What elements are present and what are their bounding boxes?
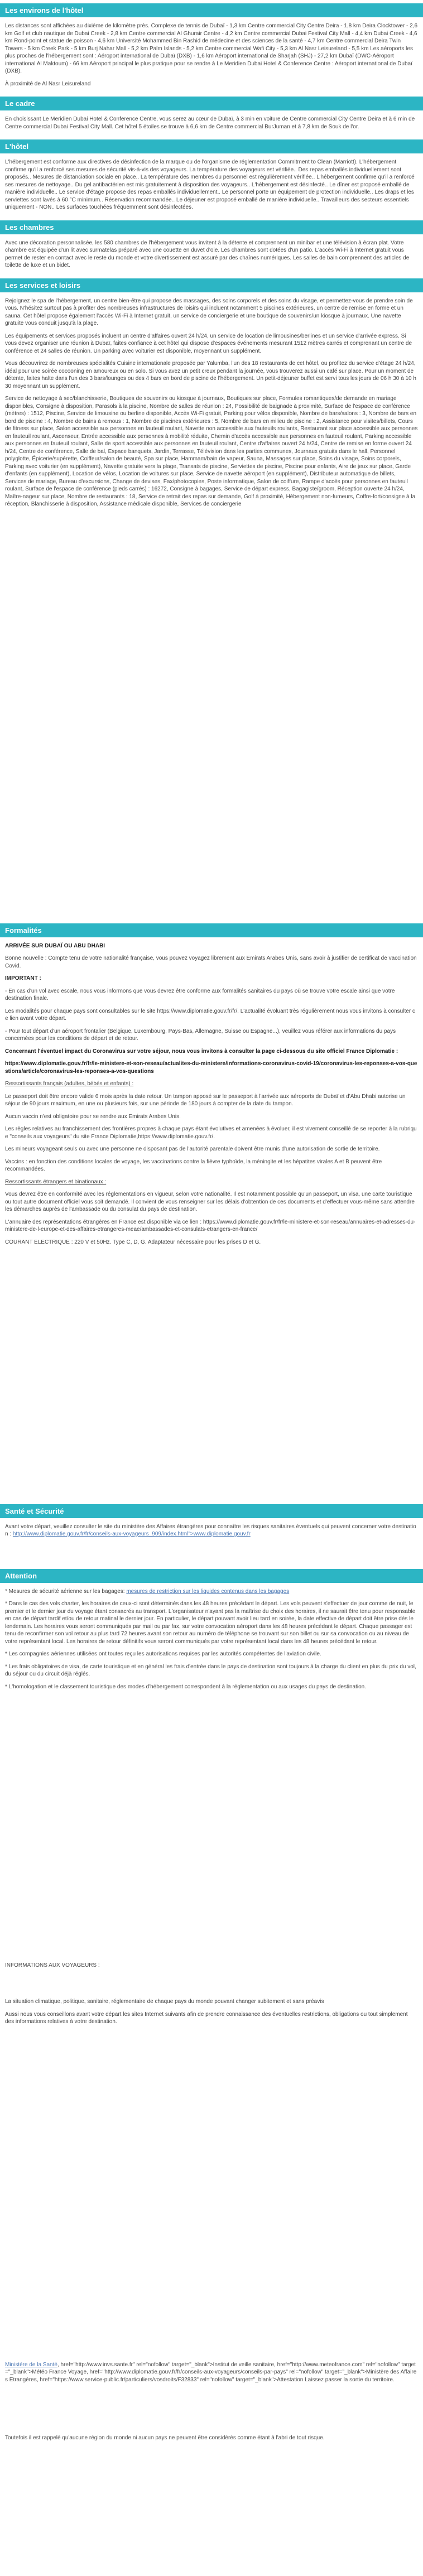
services-business-text: Les équipements et services proposés incluent un centre d'affaires ouvert 24 h/24, un service de location de limousines/berlines et un service d'arrivée express. Si vous devez organiser une réunion à Dubaï, faites confiance à cet hôtel qui dispose d'espaces événements mesurant 1512 mètres carrés et comprenant un centre de conférence et 24 salles de réunion. Un parking avec voiturier est disponible, moyennant un supplément.: [5, 333, 412, 354]
health-advice-paragraph: [0, 1523, 423, 1538]
section-title-setting: Le cadre: [0, 97, 423, 110]
section-traveler-info: [0, 1962, 423, 2442]
ministere-sante-link[interactable]: Ministère de la Santé: [5, 2361, 57, 2368]
french-citizens-heading: Ressortissants français (adultes, bébés et enfants) :: [5, 1081, 134, 1087]
covid-notice-text: Concernant l'éventuel impact du Coronavirus sur votre séjour, nous vous invitons à consulter la page ci-dessous du site officiel France Diplomatie :: [5, 1048, 398, 1055]
section-title-hotel: L'hôtel: [0, 139, 423, 153]
section-services: [0, 278, 423, 914]
rooms-text: Avec une décoration personnalisée, les 580 chambres de l'hébergement vous invitent à la détente et comprennent un minibar et une télévision à écran plat. Votre chambre est équipée d'un lit avec surmatelas préparé avec une couette en duvet d'oie. Les chambres sont dotées d'un patio. L'accès Wi-Fi à Internet gratuit vous permet de rester en contact avec le reste du monde et votre divertissement est assuré par des chaînes numériques. Les salles de bain comprennent des articles de toilette de luxe et un bidet.: [5, 239, 410, 268]
services-spa-text: Rejoignez le spa de l'hébergement, un centre bien-être qui propose des massages, des soins corporels et des soins du visage, et permettez-vous de prendre soin de vous. N'hésitez surtout pas à profiter des nombreuses infrastructures de loisirs qui incluent notamment 5 piscines extérieures, un centre de remise en forme et un sauna. Cet hôtel propose également l'accès Wi-Fi à Internet gratuit, un service de conciergerie et une boutique de souvenirs/un kiosque à journaux. Une navette gratuite vous conduit jusqu'à la plage.: [5, 297, 413, 326]
useful-links-line: [0, 2361, 423, 2384]
attention-item-baggage: [0, 1588, 423, 1596]
setting-text: En choisissant Le Meridien Dubai Hotel & Conference Centre, vous serez au cœur de Dubaï, à 3 min en voiture de Centre commercial City Centre Deira et à 6 min de Centre commercial Dubai Festival City Mall. Cet hôtel 5 étoiles se trouve à 6,6 km de Centre commercial BurJuman et à 7,8 km de Souk de l'or.: [5, 116, 415, 130]
section-health: [0, 1504, 423, 1560]
diplomatie-advice-link[interactable]: http://www.diplomatie.gouv.fr/fr/conseils-aux-voyageurs_909/index.html">www.diplomatie.gouv.fr: [12, 1531, 251, 1537]
arrival-heading: ARRIVÉE SUR DUBAÏ OU ABU DHABI: [5, 942, 105, 949]
attention-item-visa-fees: * Les frais obligatoires de visa, de carte touristique et en général les frais d'entrée dans le pays de destination sont toujours à la charge du client en plus du prix du vol, du séjour ou du circuit déjà réglés.: [5, 1663, 416, 1677]
services-dining-text: Vous découvrirez de nombreuses spécialités Cuisine internationale proposée par Yalumba, l'un des 18 restaurants de cet hôtel, ou profitez du service d'étage 24 h/24, idéal pour une soirée cocooning en amoureux ou en solo. Si vous avez un petit creux pendant la journée, vous trouverez aussi un café sur place. Pour un moment de détente, faites halte dans l'un des 3 bars/lounges ou des 4 bars en bord de piscine de l'hébergement. Un petit-déjeuner buffet est servi tous les jours de 06 h 30 à 10 h 30 moyennant un supplément.: [5, 360, 416, 389]
foreign-rules-text: Vous devrez être en conformité avec les réglementations en vigueur, selon votre nationalité. Il est notamment possible qu'un passeport, un visa, une carte touristique ou tout autre document officiel vous soit demandé. Il convient de vous renseigner sur les délais d'obtention de ces documents et d'effectuer vous-même sans attendre les démarches auprès de l'ambassade ou du consulat du pays de destination.: [5, 1191, 415, 1212]
attention-item-airlines: * Les compagnies aériennes utilisées ont toutes reçu les autorisations requises par les autorités compétentes de l'aviation civile.: [5, 1651, 321, 1657]
section-surroundings: [0, 3, 423, 88]
covid-info-link[interactable]: https://www.diplomatie.gouv.fr/fr/le-ministere-et-son-reseau/actualites-du-ministere/informations-coronavirus-covid-19/coronavirus-les-reponses-a-vos-questions/article/coronavirus-les-reponses-a-vos-questions: [5, 1061, 417, 1075]
section-hotel: [0, 139, 423, 211]
traveler-info-situation-text: La situation climatique, politique, sanitaire, réglementaire de chaque pays du monde pouvant changer subitement et sans préavis: [5, 1999, 324, 2005]
border-rules-text: Les règles relatives au franchissement des frontières propres à chaque pays étant évolutives et amenées à évoluer, il est vivement conseillé de se reporter à la rubrique "conseils aux voyageurs" du site France Diplomatie,https://www.diplomatie.gouv.fr/.: [5, 1126, 417, 1140]
health-advice-text: Avant votre départ, veuillez consulter le site du ministère des Affaires étrangères pour connaître les risques sanitaires éventuels qui peuvent concerner votre destination :: [5, 1523, 416, 1537]
traveler-info-advice-text: Aussi nous vous conseillons avant votre départ les sites Internet suivants afin de prendre connaissance des éventuelles restrictions, obligations ou tout simplement des informations relatives à votre destination.: [5, 2011, 408, 2025]
foreign-citizens-heading: Ressortissants étrangers et binationaux :: [5, 1178, 107, 1185]
important-item-2: Les modalités pour chaque pays sont consultables sur le site https://www.diplomatie.gouv.fr/fr/. L'actualité évoluant très régulièrement nous vous invitons à consulter ce lien avant votre départ.: [5, 1008, 415, 1022]
section-title-formalities: Formalités: [0, 923, 423, 937]
spacer: [0, 2384, 423, 2429]
surroundings-distances-text: Les distances sont affichées au dixième de kilomètre près. Complexe de tennis de Dubaï - 1,3 km Centre commercial City Centre Deira - 1,8 km Deira Clocktower - 2,6 km Golf et club nautique de Dubai Creek - 2,8 km Centre commercial Al Ghurair Centre - 4,2 km Centre commercial Dubai Festival City Mall - 4,4 km Dubai Creek - 4,6 km Rond-point et statue de poisson - 4,6 km Université Mohammed Bin Rashid de médecine et des sciences de la santé - 4,7 km Centre commercial Deira Twin Towers - 5 km Creek Park - 5 km Burj Nahar Mall - 5,2 km Palm Islands - 5,2 km Centre commercial Wafi City - 5,3 km Al Nasr Leisureland - 5,5 km Les aéroports les plus proches de l'hébergement sont : Aéroport international de Dubaï (DXB) - 1,6 km Aéroport international de Sharjah (SHJ) - 27,2 km Dubaï (DWC-Aéroport international Al Maktoum) - 66 km Aéroport principal le plus pratique pour se rendre à Le Meridien Dubai Hotel & Conference Centre : Aéroport international de Dubaï (DXB).: [5, 23, 418, 74]
services-amenity-list: Service de nettoyage à sec/blanchisserie, Boutiques de souvenirs ou kiosque à journaux, Boutiques sur place, Formules romantiques/de demande en mariage disponibles, Consigne à disposition, Parasols à la piscine, Nombre de salles de réunion : 24, Possibilité de baignade à proximité, Surface de l'espace de conférence (mètres) : 1512, Piscine, Service de limousine ou berline disponible, Accès Wi-Fi gratuit, Parking pour vélos disponible, Nombre de bars/salons : 3, Nombre de bars en bord de piscine : 4, Nombre de bains à remous : 1, Nombre de piscines extérieures : 5, Nombre de bars en milieu de piscine : 2, Assistance pour visites/billets, Cours de fitness sur place, Salon accessible aux personnes en fauteuil roulant, Navette non accessible aux fauteuils roulants, Restaurant sur place accessible aux personnes en fauteuil roulant, Ascenseur, Entrée accessible aux personnes à mobilité réduite, Chemin d'accès accessible aux personnes en fauteuil roulant, Parking accessible aux personnes en fauteuil roulant, Salle de sport accessible aux personnes en fauteuil roulant, Centre d'affaires ouvert 24 h/24, Centre de remise en forme ouvert 24 h/24, Centre de conférence, Salle de bal, Espace banquets, Jardin, Terrasse, Télévision dans les parties communes, Journaux gratuits dans le hall, Personnel polyglotte, Épicerie/supérette, Coiffeur/salon de beauté, Spa sur place, Hammam/bain de vapeur, Sauna, Massages sur place, Soins du visage, Soins corporels, Parking avec voiturier (en supplément), Navette gratuite vers la plage, Transats de piscine, Serviettes de piscine, Piscine pour enfants, Aire de jeux sur place, Garde d'enfants (en supplément), Location de vélos, Location de voitures sur place, Service de navette aéroport (en supplément), Distributeur automatique de billets, Services de mariage, Bureau d'excursions, Change de devises, Fax/photocopies, Poste informatique, Salon de coiffure, Rampe d'accès pour personnes en fauteuil roulant, Surface de l'espace de conférence (pieds carrés) : 16272, Consigne à bagages, Service de départ express, Bagagiste/groom, Réception ouverte 24 h/24, Maître-nageur sur place, Nombre de restaurants : 18, Service de retrait des repas sur demande, Golf à proximité, Hébergement non-fumeurs, Coffre-fort/consigne à la réception, Blanchisserie à disposition, Assistance médicale disponible, Services de conciergerie: [5, 396, 418, 507]
embassies-directory-text: L'annuaire des représentations étrangères en France est disponible via ce lien : https://www.diplomatie.gouv.fr/fr/le-ministere-et-son-reseau/annuaires-et-adresses-du-ministere-de-l-europe-et-des-affaires-etrangeres-meae/ambassades-et-consulats-etrangers-en-france/: [5, 1219, 416, 1232]
attention-item-classification: * L'homologation et le classement touristique des modes d'hébergement correspondent à la réglementation ou aux usages du pays de destination.: [5, 1683, 367, 1690]
section-title-health: Santé et Sécurité: [0, 1504, 423, 1518]
useful-links-raw-text: , href="http://www.invs.sante.fr" rel="nofollow" target="_blank">Institut de veille sanitaire, href="http://www.meteofrance.com" rel="nofollow" target="_blank">Météo France Voyage, href="http://www.diplomatie.gouv.fr/fr/conseils-aux-voyageurs/conseils-par-pays" rel="nofollow" target="_blank">Ministère des Affaires Etrangères, href="https://www.service-public.fr/particuliers/vosdroits/F32833" rel="nofollow" target="_blank">Attestation Laissez passer la sortie du territoire.: [5, 2361, 417, 2383]
section-title-services: Les services et loisirs: [0, 278, 423, 292]
baggage-measures-text: * Mesures de sécurité aérienne sur les bagages:: [5, 1588, 127, 1595]
good-news-text: Bonne nouvelle : Compte tenu de votre nationalité française, vous pouvez voyagez librement aux Emirats Arabes Unis, sans avoir à justifier de certificat de vaccination Covid.: [5, 955, 417, 969]
attention-item-charter: * Dans le cas des vols charter, les horaires de ceux-ci sont déterminés dans les 48 heures précédant le départ. Les vols peuvent s'effectuer de jour comme de nuit, le premier et le dernier jour du voyage étant consacrés au transport. L'organisateur n'ayant pas la maîtrise du choix des horaires, il ne saurait être tenu pour responsable en cas de départ tardif et/ou de retour matinal le dernier jour. En particulier, le départ pouvant avoir lieu tard en soirée, la date effective de départ doit être prise dès le lendemain. Les horaires vous seront communiqués par mail ou par fax, sur votre convocation aéroport dans les 48 heures précédant le départ. Chaque passager est tenu de reconfirmer son vol retour au plus tard 72 heures avant son retour au numéro de téléphone se trouvant sur son billet ou sur sa convocation ou au niveau de votre représentant local. Les horaires de retour définitifs vous seront communiqués par votre représentant local dans les 48 heures précédant le retour.: [5, 1601, 416, 1645]
electric-current-text: COURANT ELECTRIQUE : 220 V et 50Hz. Type C, D, G. Adaptateur nécessaire pour les prises D et G.: [5, 1239, 261, 1245]
important-item-3: - Pour tout départ d'un aéroport frontalier (Belgique, Luxembourg, Pays-Bas, Allemagne, Suisse ou Espagne...), veuillez vous référer aux informations du pays concernées pour les conditions de départ et de retour.: [5, 1028, 396, 1042]
closing-disclaimer-text: Toutefois il est rappelé qu'aucune région du monde ni aucun pays ne peuvent être considérés comme étant à l'abri de tout risque.: [5, 2435, 325, 2441]
section-rooms: [0, 220, 423, 269]
spacer: [0, 2026, 423, 2356]
section-formalities: [0, 923, 423, 1495]
liquids-restriction-link[interactable]: mesures de restriction sur les liquides contenus dans les bagages: [126, 1588, 290, 1595]
important-item-1: - En cas d'un vol avec escale, nous vous informons que vous devrez être conforme aux formalités sanitaires du pays où se trouve votre escale ainsi que votre destination finale.: [5, 988, 395, 1001]
important-label: IMPORTANT :: [5, 975, 41, 981]
section-setting: [0, 97, 423, 131]
section-title-surroundings: Les environs de l'hôtel: [0, 3, 423, 17]
hotel-measures-text: L'hébergement est conforme aux directives de désinfection de la marque ou de l'organisme de réglementation Commitment to Clean (Marriott). L'hébergement confirme qu'il a renforcé ses mesures de sécurité vis-à-vis des voyageurs. La température des voyageurs est vérifiée.. Des repas emballés individuellement sont proposés.. Mesures de distanciation sociale en place.. La température des membres du personnel est régulièrement vérifiée.. L'hébergement confirme qu'il a renforcé ses mesures de nettoyage.. Du gel antibactérien est mis gratuitement à disposition des voyageurs.. L'hébergement est désinfecté.. Le dîner est proposé emballé de manière individuelle.. Le service d'étage propose des repas emballés individuellement.. Le personnel porte un équipement de protection individuelle.. Les draps et les serviettes sont lavés à 60 °C minimum.. Réservation recommandée.. Le déjeuner est proposé emballé de manière individuelle.. Travailleurs des secteurs essentiels uniquement - NON.. Les surfaces touchées fréquemment sont désinfectées.: [5, 159, 415, 210]
vaccines-advice-text: Vaccins : en fonction des conditions locales de voyage, les vaccinations contre la fièvre typhoïde, la méningite et les hépatites virales A et B peuvent être recommandées.: [5, 1158, 382, 1172]
french-passport-text: Le passeport doit être encore valide 6 mois après la date retour. Un tampon apposé sur le passeport à l'arrivée aux aéroports de Dubaï et d'Abu Dhabi autorise un séjour de 90 jours maximum, en une ou plusieurs fois, sur une période de 180 jours à compter de la date du tampon.: [5, 1093, 406, 1107]
minors-text: Les mineurs voyageant seuls ou avec une personne ne disposant pas de l'autorité parentale doivent être munis d'une autorisation de sortie de territoire.: [5, 1146, 380, 1152]
french-vaccine-text: Aucun vaccin n'est obligatoire pour se rendre aux Emirats Arabes Unis.: [5, 1113, 181, 1120]
traveler-info-heading: INFORMATIONS AUX VOYAGEURS :: [5, 1962, 100, 1968]
surroundings-nearby-text: À proximité de Al Nasr Leisureland: [5, 80, 91, 87]
section-title-attention: Attention: [0, 1569, 423, 1583]
section-attention: [0, 1569, 423, 1953]
section-title-rooms: Les chambres: [0, 220, 423, 234]
